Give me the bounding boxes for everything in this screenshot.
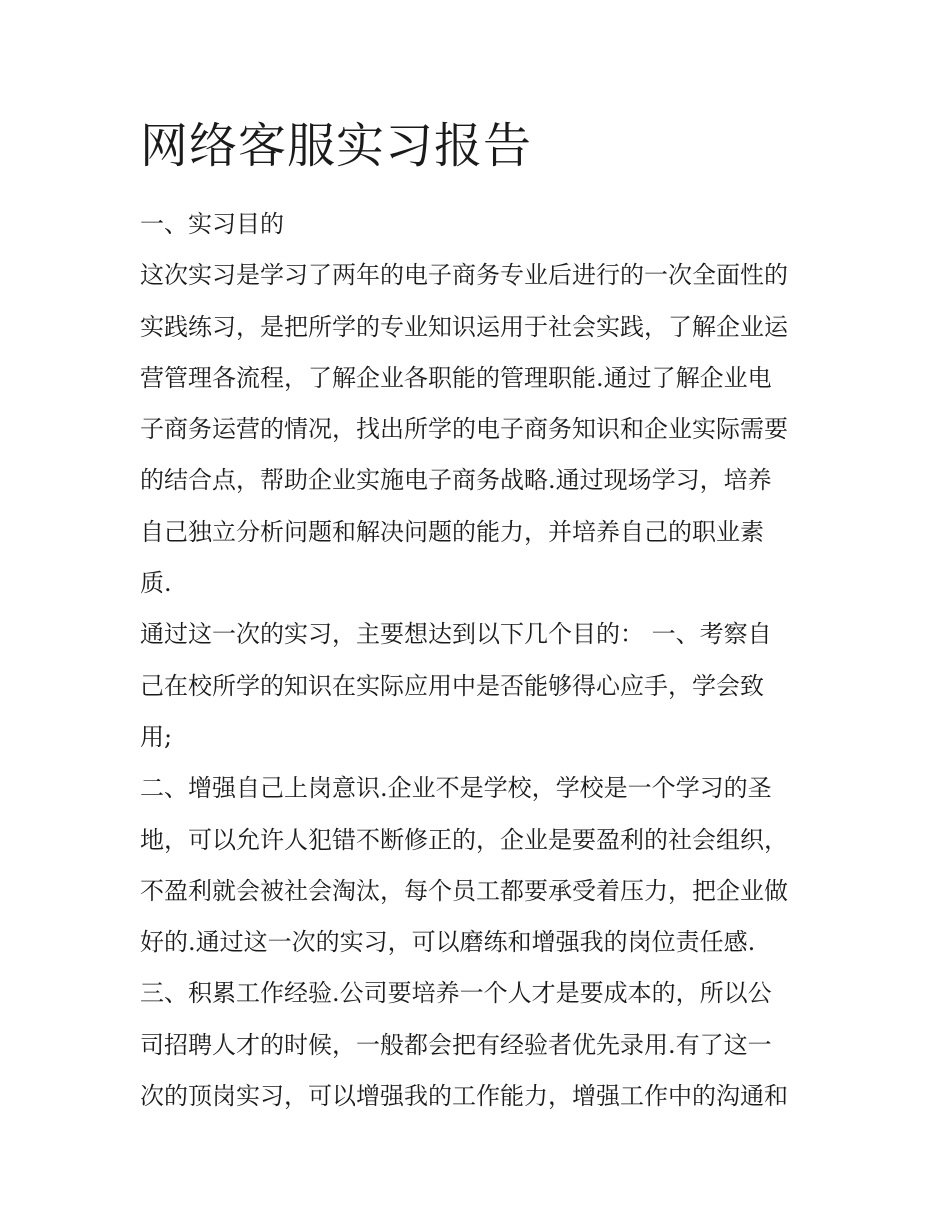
text-line: 司招聘人才的时候，一般都会把有经验者优先录用.有了这一 [140, 1030, 772, 1059]
section-heading: 一、实习目的 [140, 210, 284, 238]
text-line: 好的.通过这一次的实习，可以磨练和增强我的岗位责任感. [140, 928, 756, 957]
document-title: 网络客服实习报告 [140, 118, 533, 174]
text-line: 通过这一次的实习，主要想达到以下几个目的： 一、考察自 [140, 620, 772, 649]
text-line: 不盈利就会被社会淘汰，每个员工都要承受着压力，把企业做 [140, 876, 788, 905]
text-line: 质. [140, 569, 172, 598]
text-line: 次的顶岗实习，可以增强我的工作能力，增强工作中的沟通和 [140, 1082, 788, 1111]
text-line: 的结合点，帮助企业实施电子商务战略.通过现场学习，培养 [140, 466, 772, 495]
text-line: 三、积累工作经验.公司要培养一个人才是要成本的，所以公 [140, 979, 772, 1008]
text-line: 这次实习是学习了两年的电子商务专业后进行的一次全面性的 [140, 261, 788, 290]
text-line: 自己独立分析问题和解决问题的能力，并培养自己的职业素 [140, 517, 764, 546]
text-line: 实践练习，是把所学的专业知识运用于社会实践，了解企业运 [140, 312, 788, 341]
text-line: 用; [140, 722, 173, 751]
text-line: 营管理各流程，了解企业各职能的管理职能.通过了解企业电 [140, 363, 772, 392]
text-line: 己在校所学的知识在实际应用中是否能够得心应手，学会致 [140, 671, 764, 700]
text-line: 子商务运营的情况，找出所学的电子商务知识和企业实际需要 [140, 415, 788, 444]
text-line: 地，可以允许人犯错不断修正的，企业是要盈利的社会组织， [140, 825, 788, 854]
document-body [140, 199, 820, 1122]
text-line: 二、增强自己上岗意识.企业不是学校，学校是一个学习的圣 [140, 774, 772, 803]
